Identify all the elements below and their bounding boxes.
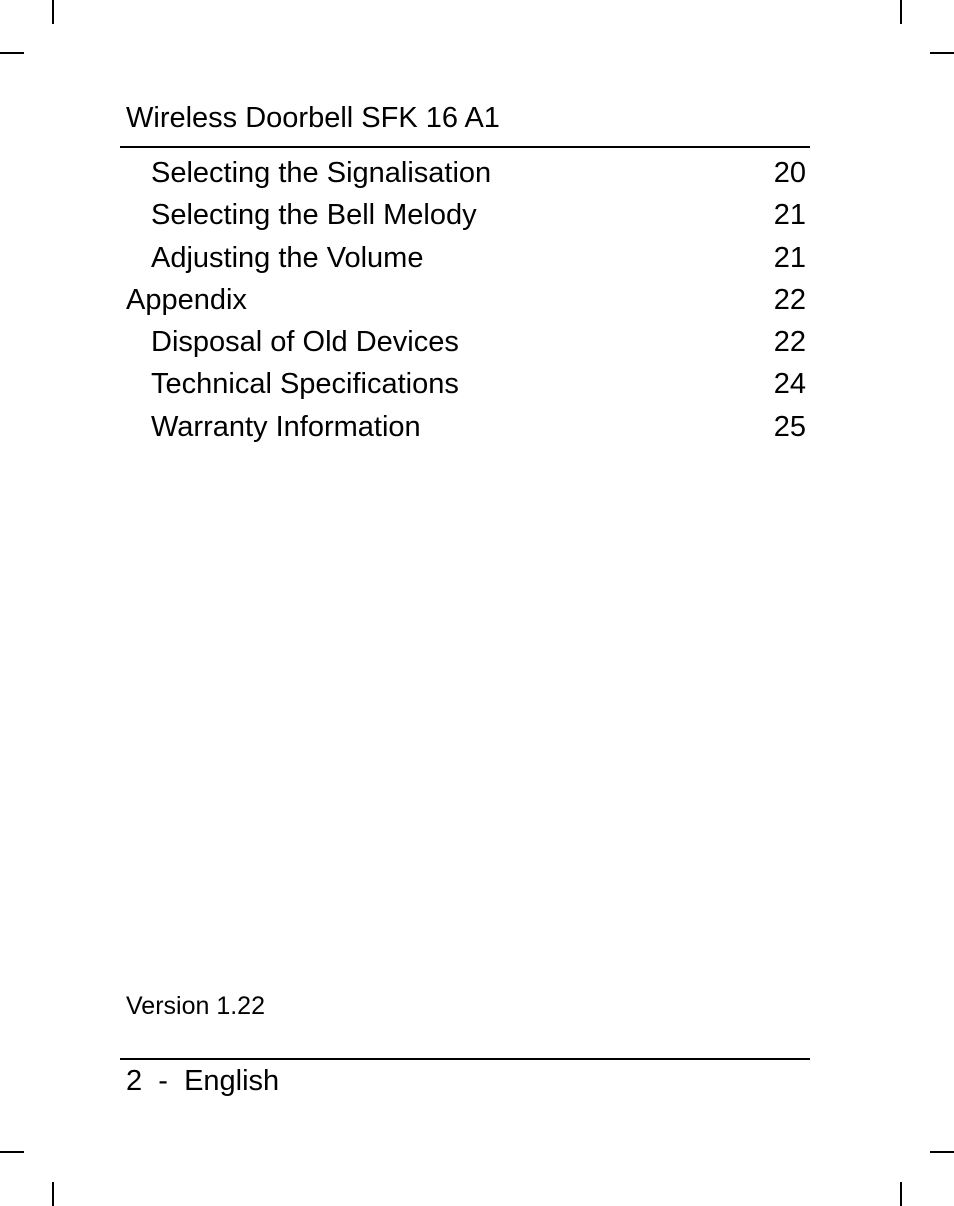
footer-page-number: 2 [126,1065,143,1097]
table-of-contents [120,152,808,448]
toc-entry-page-number: 22 [773,326,806,359]
toc-entry-label: Selecting the Bell Melody [151,199,477,232]
toc-entry[interactable] [120,152,808,194]
toc-entry-page-number: 21 [773,241,806,274]
footer-separator: - [158,1065,168,1097]
toc-entry-label: Adjusting the Volume [151,241,424,274]
toc-entry-page-number: 20 [773,157,806,189]
crop-mark-top-left-vertical [52,0,54,24]
crop-mark-bottom-left-horizontal [0,1151,24,1153]
toc-entry-label: Warranty Information [151,410,421,443]
header-rule [120,146,810,148]
page-footer [126,1061,279,1101]
toc-entry[interactable] [120,237,808,279]
toc-entry-label: Disposal of Old Devices [151,326,459,359]
toc-entry-label: Technical Specifications [151,368,459,401]
toc-entry-page-number: 22 [773,283,806,316]
toc-entry[interactable] [120,406,808,448]
toc-entry[interactable] [120,279,808,321]
toc-entry-label: Appendix [126,283,247,316]
crop-mark-bottom-left-vertical [52,1182,54,1206]
footer-spacer [142,1065,158,1097]
footer-language: English [184,1065,280,1097]
crop-mark-top-right-vertical [900,0,902,24]
toc-entry-page-number: 24 [773,368,806,401]
toc-entry[interactable] [120,321,808,363]
toc-entry[interactable] [120,363,808,405]
footer-rule [120,1058,810,1060]
crop-mark-bottom-right-vertical [900,1182,902,1206]
toc-entry-label: Selecting the Signalisation [151,157,492,189]
crop-mark-bottom-right-horizontal [930,1151,954,1153]
footer-spacer [168,1065,184,1097]
toc-entry-page-number: 25 [773,410,806,443]
document-header-title: Wireless Doorbell SFK 16 A1 [126,102,500,134]
toc-entry-page-number: 21 [773,199,806,232]
toc-entry[interactable] [120,194,808,236]
version-label: Version 1.22 [126,992,265,1020]
crop-mark-top-left-horizontal [0,52,24,54]
crop-mark-top-right-horizontal [930,52,954,54]
